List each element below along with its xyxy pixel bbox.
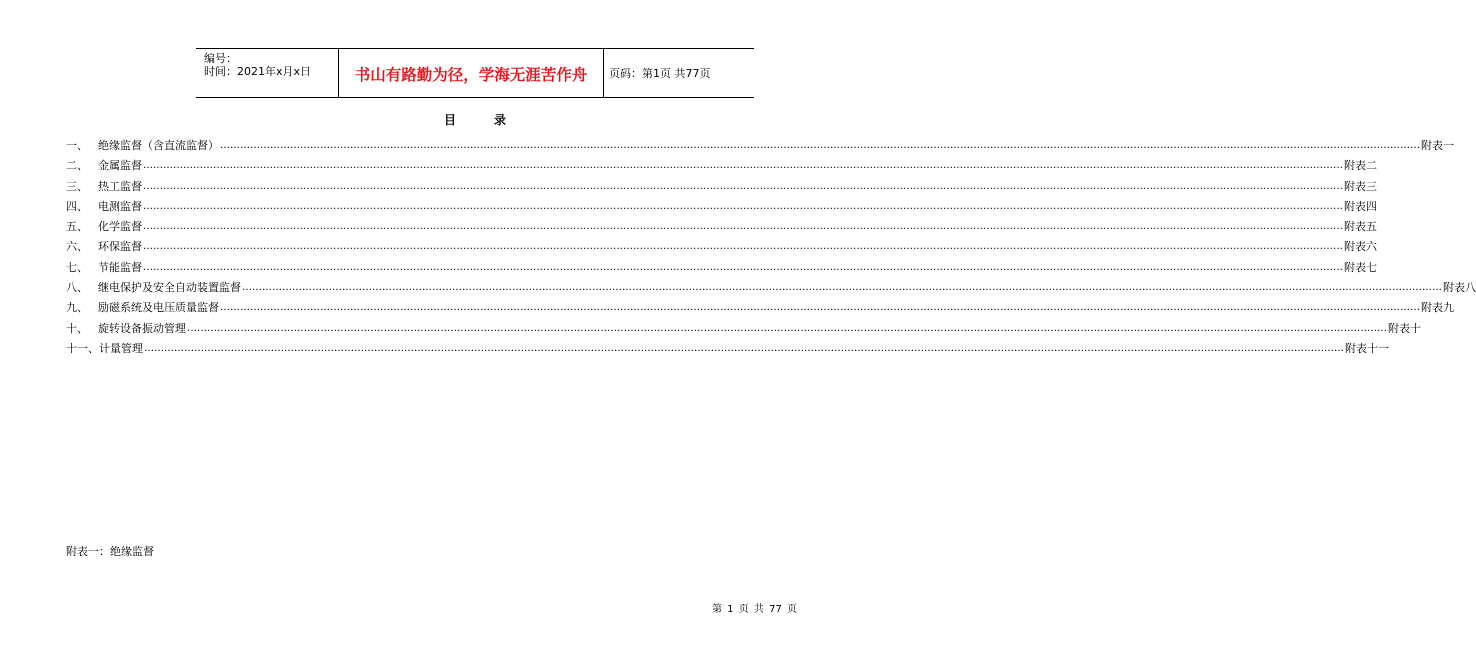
- toc-entry[interactable]: [66, 321, 1421, 342]
- toc-entry[interactable]: [66, 260, 1377, 281]
- toc-entry-reference: 附表五: [1344, 220, 1377, 234]
- toc-entry-number: 十、: [66, 321, 88, 335]
- document-time-label: 时间：2021年x月x日: [204, 65, 312, 78]
- toc-entry-number: 八、: [66, 281, 88, 295]
- toc-leader-dots: ………………………………………………………………………………………………………………………………………………………………………………………………………………………………………………………………………………………………………………………………: [143, 221, 1343, 233]
- toc-leader-dots: ………………………………………………………………………………………………………………………………………………………………………………………………………………………………………………………………………………………………………………………………: [143, 261, 1343, 273]
- toc-leader-dots: ………………………………………………………………………………………………………………………………………………………………………………………………………………………………………………………………………………………………………………………………: [220, 302, 1420, 314]
- page-header: [196, 48, 754, 98]
- toc-entry-reference: 附表九: [1421, 301, 1454, 315]
- header-motto-cell: [338, 49, 604, 97]
- toc-leader-dots: ………………………………………………………………………………………………………………………………………………………………………………………………………………………………………………………………………………………………………………………………: [242, 282, 1442, 294]
- toc-entry-label: 金属监督: [98, 159, 142, 173]
- toc-entry-number: 六、: [66, 240, 88, 254]
- toc-leader-dots: ………………………………………………………………………………………………………………………………………………………………………………………………………………………………………………………………………………………………………………………………: [187, 322, 1387, 334]
- header-meta-cell: [196, 49, 338, 97]
- toc-entry-label: 继电保护及安全自动装置监督: [98, 281, 241, 295]
- toc-entry-reference: 附表一: [1421, 139, 1454, 152]
- toc-entry[interactable]: [66, 179, 1377, 200]
- toc-leader-dots: ………………………………………………………………………………………………………………………………………………………………………………………………………………………………………………………………………………………………………………………………: [143, 241, 1343, 253]
- toc-entry-number: 五、: [66, 220, 88, 234]
- header-page-code: 页码：第1页 共77页: [609, 67, 711, 80]
- toc-entry-number: 三、: [66, 179, 88, 193]
- toc-leader-dots: ………………………………………………………………………………………………………………………………………………………………………………………………………………………………………………………………………………………………………………………………: [144, 342, 1344, 354]
- toc-entry-reference: 附表三: [1344, 179, 1377, 193]
- toc-entry-label: 旋转设备振动管理: [98, 321, 186, 335]
- toc-entry[interactable]: [66, 240, 1377, 260]
- toc-entry-label: 节能监督: [98, 260, 142, 274]
- toc-entry-label: 热工监督: [98, 179, 142, 193]
- toc-entry-number: 九、: [66, 301, 88, 315]
- page-footer: 第 1 页 共 77 页: [712, 604, 797, 615]
- toc-entry-reference: 附表二: [1344, 159, 1377, 173]
- toc-leader-dots: ………………………………………………………………………………………………………………………………………………………………………………………………………………………………………………………………………………………………………………………………: [143, 200, 1343, 212]
- toc-entry-reference: 附表十一: [1345, 341, 1389, 355]
- toc-entry-number: 七、: [66, 260, 88, 274]
- toc-entry-label: 电测监督: [98, 199, 142, 213]
- toc-entry-label: 绝缘监督（含直流监督）: [98, 139, 219, 152]
- toc-entry[interactable]: [66, 139, 1454, 159]
- toc-entry[interactable]: [66, 220, 1377, 240]
- toc-entry-label: 励磁系统及电压质量监督: [98, 301, 219, 315]
- toc-leader-dots: ………………………………………………………………………………………………………………………………………………………………………………………………………………………………………………………………………………………………………………………………: [220, 140, 1420, 151]
- toc-entry-reference: 附表八: [1443, 281, 1476, 295]
- toc-leader-dots: ………………………………………………………………………………………………………………………………………………………………………………………………………………………………………………………………………………………………………………………………: [143, 180, 1343, 192]
- table-of-contents: [66, 139, 1476, 362]
- toc-entry[interactable]: [66, 159, 1377, 179]
- toc-entry[interactable]: [66, 301, 1454, 321]
- toc-entry-label: 化学监督: [98, 220, 142, 234]
- toc-entry[interactable]: [66, 281, 1476, 301]
- toc-entry-reference: 附表四: [1344, 199, 1377, 213]
- appendix-heading: 附表一：绝缘监督: [66, 545, 154, 558]
- toc-entry-label: 计量管理: [99, 341, 143, 355]
- toc-leader-dots: ………………………………………………………………………………………………………………………………………………………………………………………………………………………………………………………………………………………………………………………………: [143, 160, 1343, 172]
- toc-entry-reference: 附表十: [1388, 321, 1421, 335]
- toc-entry-number: 一、: [66, 139, 88, 152]
- toc-entry-label: 环保监督: [98, 240, 142, 254]
- toc-entry-number: 十一、: [66, 341, 99, 355]
- header-page-cell: [603, 49, 754, 97]
- toc-entry-reference: 附表六: [1344, 240, 1377, 254]
- toc-entry-number: 二、: [66, 159, 88, 173]
- document-number-label: 编号：: [204, 52, 237, 65]
- toc-entry-reference: 附表七: [1344, 260, 1377, 274]
- toc-entry[interactable]: [66, 199, 1377, 220]
- toc-entry-number: 四、: [66, 199, 88, 213]
- toc-title: 目录: [443, 113, 544, 127]
- header-motto: 书山有路勤为径，学海无涯苦作舟: [354, 66, 588, 84]
- toc-entry[interactable]: [66, 341, 1389, 362]
